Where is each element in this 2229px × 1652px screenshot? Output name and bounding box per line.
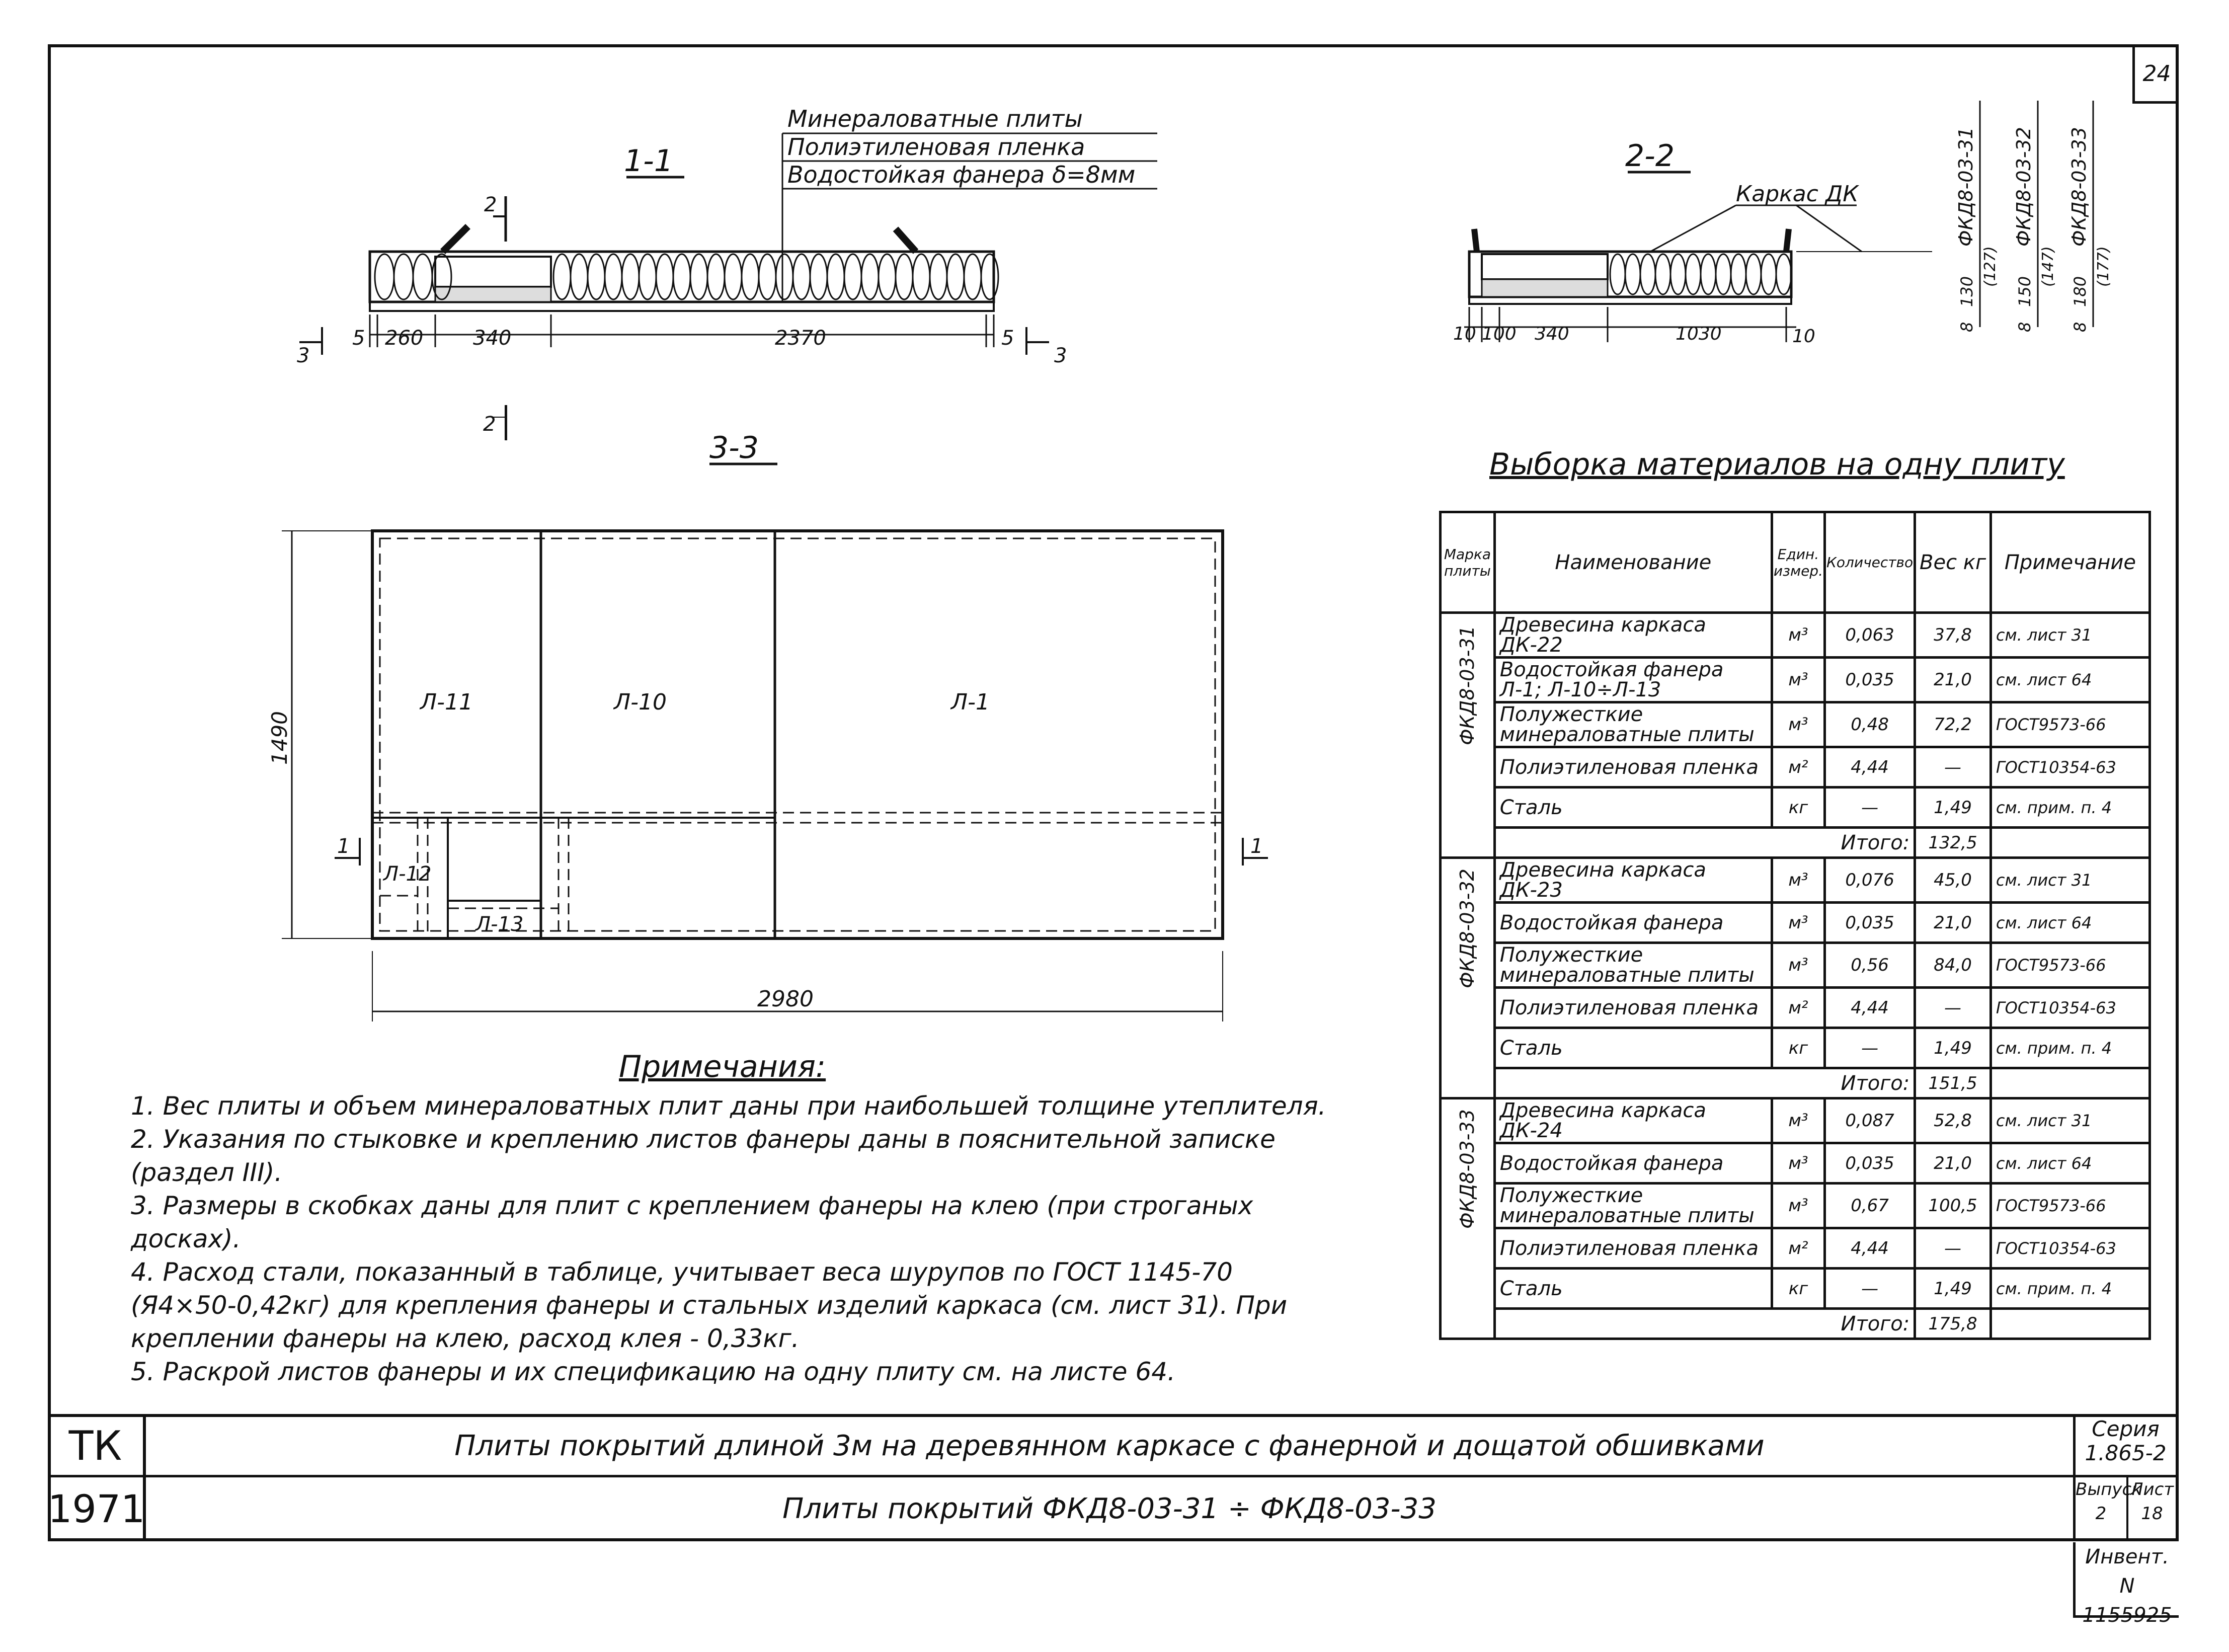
thk-127: (127) <box>1981 246 1999 287</box>
thk-8-c: 8 <box>2071 322 2090 332</box>
tb-sheet: 18 <box>2141 1504 2163 1524</box>
group-mark <box>1441 613 1495 858</box>
insulation-loop <box>896 254 913 299</box>
section-2-2-title: 2-2 <box>1625 138 1675 174</box>
cell-note: ГОСТ9573-66 <box>1991 943 2150 988</box>
total-row <box>1441 1309 2150 1339</box>
thk-147: (147) <box>2039 246 2057 287</box>
cell-qty: — <box>1824 788 1915 828</box>
cell-name: Полужесткие минераловатные плиты <box>1494 943 1772 988</box>
tb-title2: Плиты покрытий ФКД8-03-31 ÷ ФКД8-03-33 <box>782 1492 1437 1525</box>
thk-150: 150 <box>2015 276 2034 307</box>
insulation-loop <box>1761 254 1776 294</box>
mark-label-33: ФКД8-03-33 <box>2068 127 2090 247</box>
thickness-marks <box>1937 96 2164 337</box>
insulation-loop <box>588 254 605 299</box>
insulation-loop <box>793 254 810 299</box>
total-value: 175,8 <box>1915 1309 1991 1339</box>
tb-series-label: Серия <box>2092 1417 2160 1441</box>
note-4: 4. Расход стали, показанный в таблице, учитывает веса шурупов по ГОСТ 1145-70 (Я4×50-0,42кг) для крепления фанеры и стальных изделий каркаса (см. лист 31). При креплении фанеры на клею, расход клея - 0,33кг. <box>131 1257 1288 1353</box>
insulation-loop <box>1701 254 1716 294</box>
layer-label-3: Водостойкая фанера δ=8мм <box>787 161 1136 188</box>
cell-note: см. прим. п. 4 <box>1991 788 2150 828</box>
cell-name: Сталь <box>1494 788 1772 828</box>
section-2-2-drawing <box>1434 126 1937 357</box>
dim-22-10-left: 10 <box>1453 324 1476 344</box>
thk-177: (177) <box>2095 246 2112 287</box>
cell-note: ГОСТ9573-66 <box>1991 1184 2150 1228</box>
cell-unit: кг <box>1772 1028 1824 1068</box>
insulation-loop <box>1670 254 1686 294</box>
insulation-loop <box>413 254 432 299</box>
insulation-loop <box>394 254 413 299</box>
total-empty <box>1991 828 2150 858</box>
cell-note: см. прим. п. 4 <box>1991 1269 2150 1309</box>
cut-mark-2-top: 2 <box>484 193 497 216</box>
cell-qty: — <box>1824 1028 1915 1068</box>
table-row <box>1441 1098 2150 1143</box>
cell-weight: 1,49 <box>1915 1028 1991 1068</box>
cell-weight: 21,0 <box>1915 903 1991 943</box>
section-3-3-plan <box>252 418 1333 1052</box>
insulation-loop <box>639 254 656 299</box>
cell-name: Полиэтиленовая пленка <box>1494 747 1772 788</box>
insulation-loop <box>375 254 394 299</box>
cell-weight: 21,0 <box>1915 658 1991 702</box>
sheet-number: 24 <box>2142 61 2171 87</box>
table-row <box>1441 903 2150 943</box>
total-row <box>1441 828 2150 858</box>
tb-sheet-cell <box>2128 1477 2176 1541</box>
tb-series: 1.865-2 <box>2085 1441 2167 1465</box>
insulation-loop <box>759 254 776 299</box>
tb-year: 1971 <box>48 1486 145 1531</box>
title-block <box>48 1414 2179 1541</box>
insulation-loop <box>1716 254 1731 294</box>
note-2: 2. Указания по стыковке и креплению листов фанеры даны в пояснительной записке (раздел III). <box>131 1125 1276 1187</box>
materials-table <box>1439 511 2151 1340</box>
cell-weight: 37,8 <box>1915 613 1991 658</box>
cell-unit: м³ <box>1772 1098 1824 1143</box>
plan-dim-height: 1490 <box>267 711 292 765</box>
table-row <box>1441 1269 2150 1309</box>
cell-unit: м² <box>1772 988 1824 1028</box>
table-header-row <box>1441 512 2150 613</box>
cell-qty: 0,48 <box>1824 702 1915 747</box>
cell-unit: кг <box>1772 788 1824 828</box>
tb-series-cell <box>2073 1417 2176 1477</box>
thk-8-a: 8 <box>1957 322 1976 332</box>
cell-unit: м² <box>1772 1228 1824 1269</box>
table-row <box>1441 788 2150 828</box>
thk-180: 180 <box>2071 276 2090 307</box>
dim-11-5-left: 5 <box>352 327 365 350</box>
cell-name: Полужесткие минераловатные плиты <box>1494 702 1772 747</box>
cell-qty: 0,076 <box>1824 858 1915 903</box>
cell-name: Водостойкая фанера Л-1; Л-10÷Л-13 <box>1494 658 1772 702</box>
table-row <box>1441 747 2150 788</box>
materials-table-body <box>1441 613 2150 1339</box>
insulation-loop <box>690 254 707 299</box>
group-mark-label: ФКД8-03-32 <box>1456 868 1479 988</box>
group-mark-label: ФКД8-03-33 <box>1456 1109 1479 1229</box>
plan-label-l12: Л-12 <box>383 862 432 886</box>
group-mark <box>1441 1098 1495 1339</box>
cell-name: Водостойкая фанера <box>1494 903 1772 943</box>
total-label: Итого: <box>1494 1309 1915 1339</box>
cell-note: см. лист 31 <box>1991 1098 2150 1143</box>
tb-year-cell <box>48 1477 146 1541</box>
dim-22-100: 100 <box>1482 324 1517 344</box>
cell-weight: 84,0 <box>1915 943 1991 988</box>
section-1-1-title: 1-1 <box>624 143 673 179</box>
table-row <box>1441 1184 2150 1228</box>
insulation-loop <box>742 254 759 299</box>
cell-unit: кг <box>1772 1269 1824 1309</box>
plan-label-l1: Л-1 <box>951 689 990 715</box>
insulation-loop <box>725 254 742 299</box>
dim-11-5-right: 5 <box>1001 327 1014 350</box>
insulation-loop <box>776 254 793 299</box>
note-3: 3. Размеры в скобках даны для плит с креплением фанеры на клею (при строганых досках). <box>131 1191 1253 1253</box>
layer-label-1: Минераловатные плиты <box>787 105 1083 132</box>
insulation-loop <box>622 254 639 299</box>
cell-weight: 1,49 <box>1915 788 1991 828</box>
table-title: Выборка материалов на одну плиту <box>1489 447 2065 482</box>
cell-note: см. лист 64 <box>1991 903 2150 943</box>
notes-title: Примечания: <box>619 1049 826 1084</box>
insulation-loop <box>553 254 571 299</box>
cell-unit: м³ <box>1772 858 1824 903</box>
tb-title1: Плиты покрытий длиной 3м на деревянном каркасе с фанерной и дощатой обшивками <box>146 1417 2073 1477</box>
cell-weight: — <box>1915 1228 1991 1269</box>
group-mark <box>1441 858 1495 1098</box>
tb-inv: 1155925 <box>2082 1604 2172 1627</box>
note-5: 5. Раскрой листов фанеры и их спецификацию на одну плиту см. на листе 64. <box>131 1357 1175 1386</box>
cell-qty: 0,035 <box>1824 658 1915 702</box>
table-row <box>1441 1228 2150 1269</box>
dim-22-10-right: 10 <box>1792 326 1815 347</box>
th-note: Примечание <box>1991 512 2150 613</box>
insulation-loop <box>947 254 964 299</box>
insulation-loop <box>1686 254 1701 294</box>
cut-mark-3-left: 3 <box>297 344 310 367</box>
total-value: 132,5 <box>1915 828 1991 858</box>
cell-note: см. прим. п. 4 <box>1991 1028 2150 1068</box>
total-label: Итого: <box>1494 1068 1915 1098</box>
insulation-loop <box>1746 254 1761 294</box>
cell-note: ГОСТ10354-63 <box>1991 747 2150 788</box>
cell-qty: 0,063 <box>1824 613 1915 658</box>
insulation-loop <box>1610 254 1625 294</box>
cut-mark-3-right: 3 <box>1054 344 1067 367</box>
insulation-loop <box>913 254 930 299</box>
cell-note: ГОСТ10354-63 <box>1991 1228 2150 1269</box>
insulation-loop <box>656 254 673 299</box>
insulation-loop <box>844 254 861 299</box>
table-row <box>1441 1028 2150 1068</box>
total-empty <box>1991 1309 2150 1339</box>
th-weight: Вес кг <box>1915 512 1991 613</box>
total-empty <box>1991 1068 2150 1098</box>
cell-weight: 1,49 <box>1915 1269 1991 1309</box>
thk-8-b: 8 <box>2015 322 2034 332</box>
tb-inventory <box>2073 1542 2179 1627</box>
insulation-loop <box>571 254 588 299</box>
insulation-loop <box>605 254 622 299</box>
cell-name: Древесина каркаса ДК-24 <box>1494 1098 1772 1143</box>
insulation-loop <box>673 254 690 299</box>
insulation-loop <box>930 254 947 299</box>
cell-unit: м³ <box>1772 1143 1824 1184</box>
dim-11-260: 260 <box>385 327 424 350</box>
insulation-loop <box>964 254 981 299</box>
th-name: Наименование <box>1494 512 1772 613</box>
tb-issue: 2 <box>2095 1504 2107 1524</box>
dim-11-2370: 2370 <box>775 327 826 350</box>
cell-unit: м² <box>1772 747 1824 788</box>
table-row <box>1441 1143 2150 1184</box>
total-value: 151,5 <box>1915 1068 1991 1098</box>
table-row <box>1441 988 2150 1028</box>
cell-weight: — <box>1915 747 1991 788</box>
cell-weight: 52,8 <box>1915 1098 1991 1143</box>
table-row <box>1441 613 2150 658</box>
cell-unit: м³ <box>1772 1184 1824 1228</box>
table-row <box>1441 943 2150 988</box>
insulation-loop <box>1731 254 1746 294</box>
total-row <box>1441 1068 2150 1098</box>
cell-name: Полиэтиленовая пленка <box>1494 988 1772 1028</box>
cut-mark-2-bottom: 2 <box>483 413 496 436</box>
cut-mark-1-right: 1 <box>1250 835 1263 858</box>
plan-dim-width: 2980 <box>757 986 814 1012</box>
cell-name: Сталь <box>1494 1028 1772 1068</box>
cell-qty: 4,44 <box>1824 988 1915 1028</box>
insulation-loop <box>879 254 896 299</box>
karkas-label: Каркас ДК <box>1736 181 1859 207</box>
plan-label-l11: Л-11 <box>420 689 473 715</box>
plan-label-l10: Л-10 <box>614 689 667 715</box>
tb-org-cell <box>48 1417 146 1477</box>
mark-label-31: ФКД8-03-31 <box>1955 127 1977 247</box>
insulation-loop <box>861 254 879 299</box>
insulation-loop <box>1776 254 1791 294</box>
insulation-loop <box>707 254 725 299</box>
cell-note: см. лист 64 <box>1991 1143 2150 1184</box>
cell-qty: 4,44 <box>1824 747 1915 788</box>
layer-label-2: Полиэтиленовая пленка <box>787 133 1085 161</box>
cell-note: см. лист 31 <box>1991 613 2150 658</box>
cell-weight: 45,0 <box>1915 858 1991 903</box>
insulation-loop <box>1625 254 1640 294</box>
note-1: 1. Вес плиты и объем минераловатных плит даны при наибольшей толщине утеплителя. <box>131 1091 1326 1121</box>
cell-qty: — <box>1824 1269 1915 1309</box>
cell-qty: 0,087 <box>1824 1098 1915 1143</box>
cell-name: Сталь <box>1494 1269 1772 1309</box>
total-label: Итого: <box>1494 828 1915 858</box>
cell-weight: — <box>1915 988 1991 1028</box>
thk-130: 130 <box>1957 276 1976 307</box>
cell-qty: 0,67 <box>1824 1184 1915 1228</box>
mark-label-32: ФКД8-03-32 <box>2013 127 2035 247</box>
dim-22-340: 340 <box>1535 324 1569 344</box>
dim-22-1030: 1030 <box>1676 324 1722 344</box>
cell-unit: м³ <box>1772 903 1824 943</box>
cell-note: см. лист 31 <box>1991 858 2150 903</box>
cell-note: ГОСТ10354-63 <box>1991 988 2150 1028</box>
table-row <box>1441 858 2150 903</box>
cell-name: Древесина каркаса ДК-22 <box>1494 613 1772 658</box>
cell-name: Полиэтиленовая пленка <box>1494 1228 1772 1269</box>
th-unit: Един. измер. <box>1772 512 1824 613</box>
cell-qty: 0,56 <box>1824 943 1915 988</box>
cell-qty: 4,44 <box>1824 1228 1915 1269</box>
cell-qty: 0,035 <box>1824 903 1915 943</box>
insulation-loop <box>981 254 998 299</box>
cell-unit: м³ <box>1772 702 1824 747</box>
cell-weight: 100,5 <box>1915 1184 1991 1228</box>
th-mark: Марка плиты <box>1441 512 1495 613</box>
cell-name: Водостойкая фанера <box>1494 1143 1772 1184</box>
cell-name: Древесина каркаса ДК-23 <box>1494 858 1772 903</box>
cell-note: ГОСТ9573-66 <box>1991 702 2150 747</box>
sheet-number-box <box>2132 44 2179 104</box>
cell-unit: м³ <box>1772 613 1824 658</box>
tb-sheet-label: Лист <box>2130 1479 2174 1500</box>
cut-mark-1-left: 1 <box>337 835 350 858</box>
insulation-loop <box>1655 254 1670 294</box>
table-row <box>1441 658 2150 702</box>
plan-label-l13: Л-13 <box>475 913 524 936</box>
cell-unit: м³ <box>1772 943 1824 988</box>
tb-issue-cell <box>2073 1477 2142 1541</box>
th-qty: Количество <box>1824 512 1915 613</box>
insulation-loop <box>810 254 827 299</box>
section-3-3-title: 3-3 <box>709 430 759 465</box>
insulation-pattern-2-2 <box>1610 254 1791 294</box>
tb-org: ТК <box>68 1423 122 1469</box>
insulation-loop <box>1640 254 1655 294</box>
tb-inv-label: Инвент. N <box>2085 1545 2169 1598</box>
cell-qty: 0,035 <box>1824 1143 1915 1184</box>
cell-unit: м³ <box>1772 658 1824 702</box>
cell-name: Полужесткие минераловатные плиты <box>1494 1184 1772 1228</box>
insulation-loop <box>827 254 844 299</box>
notes-block <box>131 1089 1338 1388</box>
section-1-1-drawing <box>272 91 1187 418</box>
tb-issue-label: Выпуск <box>2076 1479 2142 1500</box>
cell-weight: 21,0 <box>1915 1143 1991 1184</box>
cell-weight: 72,2 <box>1915 702 1991 747</box>
dim-11-340: 340 <box>473 327 512 350</box>
table-row <box>1441 702 2150 747</box>
cell-note: см. лист 64 <box>1991 658 2150 702</box>
group-mark-label: ФКД8-03-31 <box>1456 625 1479 745</box>
